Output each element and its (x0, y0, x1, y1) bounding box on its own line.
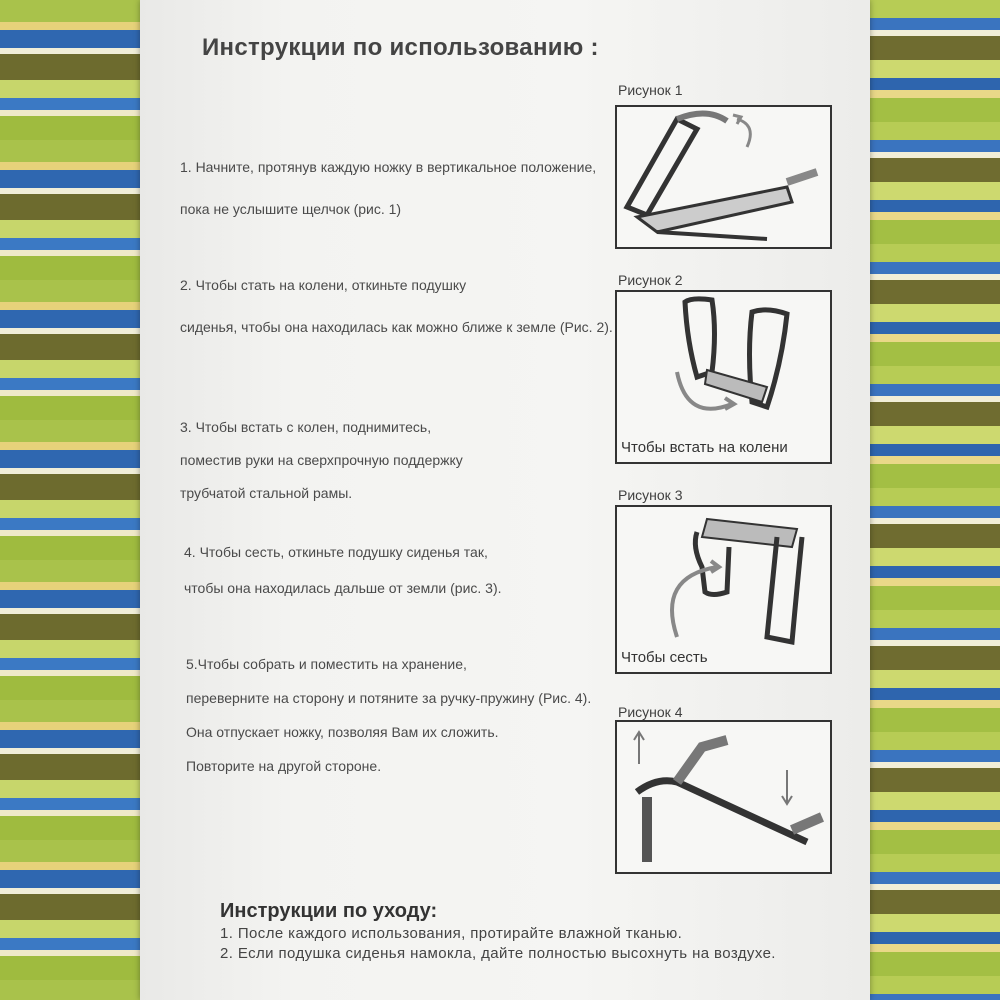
step-line: сиденья, чтобы она находилась как можно ближе к земле (Рис. 2). (180, 319, 613, 335)
figure-2-caption: Чтобы встать на колени (621, 439, 788, 456)
step-line: Повторите на другой стороне. (186, 758, 382, 774)
striped-background-left (0, 0, 140, 1000)
figure-3 (615, 505, 832, 674)
step-line: переверните на сторону и потяните за ручку-пружину (Рис. 4). (186, 690, 592, 706)
figure-3-caption: Чтобы сесть (621, 649, 708, 666)
step-line: 5.Чтобы собрать и поместить на хранение, (186, 656, 467, 672)
step-line: трубчатой стальной рамы. (180, 485, 353, 501)
step-2 (180, 278, 613, 334)
figure-1-label: Рисунок 1 (618, 82, 683, 98)
step-line: поместив руки на сверхпрочную поддержку (180, 452, 463, 468)
figure-4 (615, 720, 832, 874)
care-item: 2. Если подушка сиденья намокла, дайте полностью высохнуть на воздухе. (220, 945, 776, 962)
bench-unfold-illustration (617, 107, 830, 247)
kneeling-position-illustration (617, 292, 830, 462)
striped-background-right (870, 0, 1000, 1000)
step-line: 4. Чтобы сесть, откиньте подушку сиденья так, (184, 544, 488, 560)
sitting-position-illustration (617, 507, 830, 672)
figure-1 (615, 105, 832, 249)
step-5 (186, 657, 591, 773)
step-line: 1. Начните, протянув каждую ножку в вертикальное положение, (180, 159, 597, 175)
figure-3-label: Рисунок 3 (618, 487, 683, 503)
care-item: 1. После каждого использования, протирайте влажной тканью. (220, 925, 683, 942)
figure-2-label: Рисунок 2 (618, 272, 683, 288)
care-title: Инструкции по уходу: (220, 900, 438, 922)
figure-2 (615, 290, 832, 464)
step-line: Она отпускает ножку, позволяя Вам их сложить. (186, 724, 499, 740)
step-line: 3. Чтобы встать с колен, поднимитесь, (180, 419, 432, 435)
step-line: чтобы она находилась дальше от земли (рис. 3). (184, 580, 502, 596)
step-line: пока не услышите щелчок (рис. 1) (180, 201, 402, 217)
figure-4-label: Рисунок 4 (618, 704, 683, 720)
step-3 (180, 420, 463, 500)
instruction-sheet (140, 0, 870, 1000)
step-4 (184, 545, 502, 595)
page-title: Инструкции по использованию : (202, 34, 599, 61)
fold-storage-illustration (617, 722, 830, 872)
step-1 (180, 160, 596, 216)
step-line: 2. Чтобы стать на колени, откиньте подушку (180, 277, 467, 293)
